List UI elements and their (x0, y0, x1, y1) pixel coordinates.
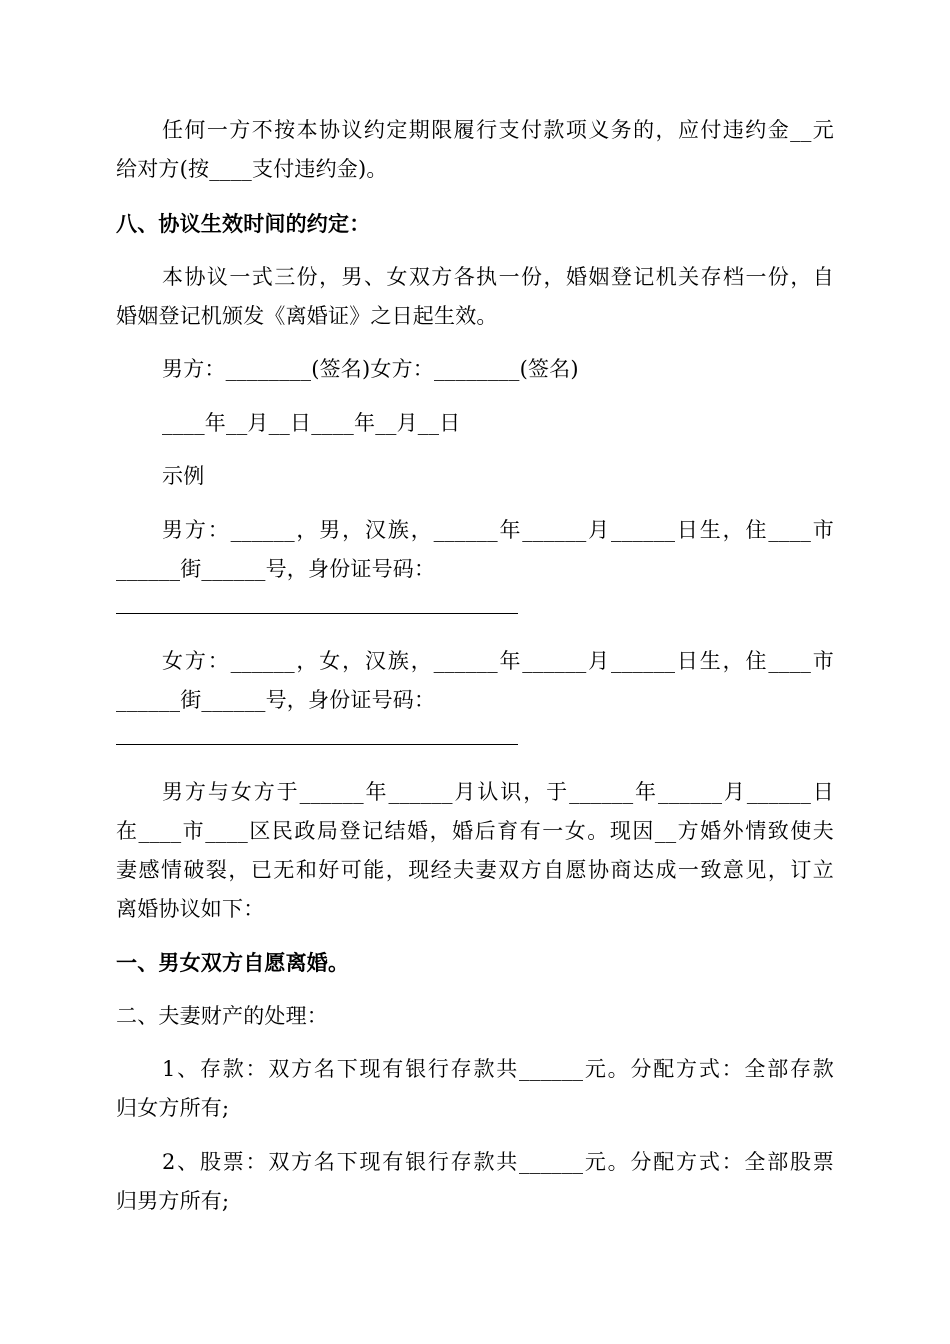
background-paragraph-line-4: 离婚协议如下： (116, 897, 265, 921)
section-two-heading: 二、夫妻财产的处理： (116, 1004, 328, 1028)
deposit-clause-line-2: 归女方所有; (116, 1096, 230, 1120)
husband-id-underline (116, 613, 518, 614)
husband-info-line-1: 男方：______，男，汉族，______年______月______日生，住____市 (162, 518, 834, 542)
example-heading: 示例 (162, 464, 205, 488)
husband-info-line-2: ______街______号，身份证号码： (116, 557, 436, 581)
section-one-heading: 一、男女双方自愿离婚。 (116, 950, 350, 975)
penalty-clause-line-1: 任何一方不按本协议约定期限履行支付款项义务的，应付违约金__元 (162, 118, 834, 142)
wife-info-line-2: ______街______号，身份证号码： (116, 688, 436, 712)
stock-clause-line-2: 归男方所有; (116, 1189, 230, 1213)
penalty-clause-line-2: 给对方(按____支付违约金)。 (116, 157, 388, 181)
background-paragraph-line-1: 男方与女方于______年______月认识，于______年______月______日 (162, 780, 834, 804)
section-eight-heading: 八、协议生效时间的约定： (116, 211, 371, 236)
background-paragraph-line-2: 在____市____区民政局登记结婚，婚后育有一女。现因__方婚外情致使夫 (116, 819, 834, 843)
effective-clause-line-2: 婚姻登记机颁发《离婚证》之日起生效。 (116, 304, 498, 328)
background-paragraph-line-3: 妻感情破裂，已无和好可能，现经夫妻双方自愿协商达成一致意见，订立 (116, 858, 834, 882)
wife-id-underline (116, 744, 518, 745)
wife-info-line-1: 女方：______，女，汉族，______年______月______日生，住____市 (162, 649, 834, 673)
stock-clause-line-1: 2、股票：双方名下现有银行存款共______元。分配方式：全部股票 (162, 1150, 834, 1174)
deposit-clause-line-1: 1、存款：双方名下现有银行存款共______元。分配方式：全部存款 (162, 1057, 834, 1081)
date-line: ____年__月__日____年__月__日 (162, 411, 461, 435)
signature-line: 男方：________(签名)女方：________(签名) (162, 357, 579, 381)
effective-clause-line-1: 本协议一式三份，男、女双方各执一份，婚姻登记机关存档一份，自 (162, 265, 834, 289)
